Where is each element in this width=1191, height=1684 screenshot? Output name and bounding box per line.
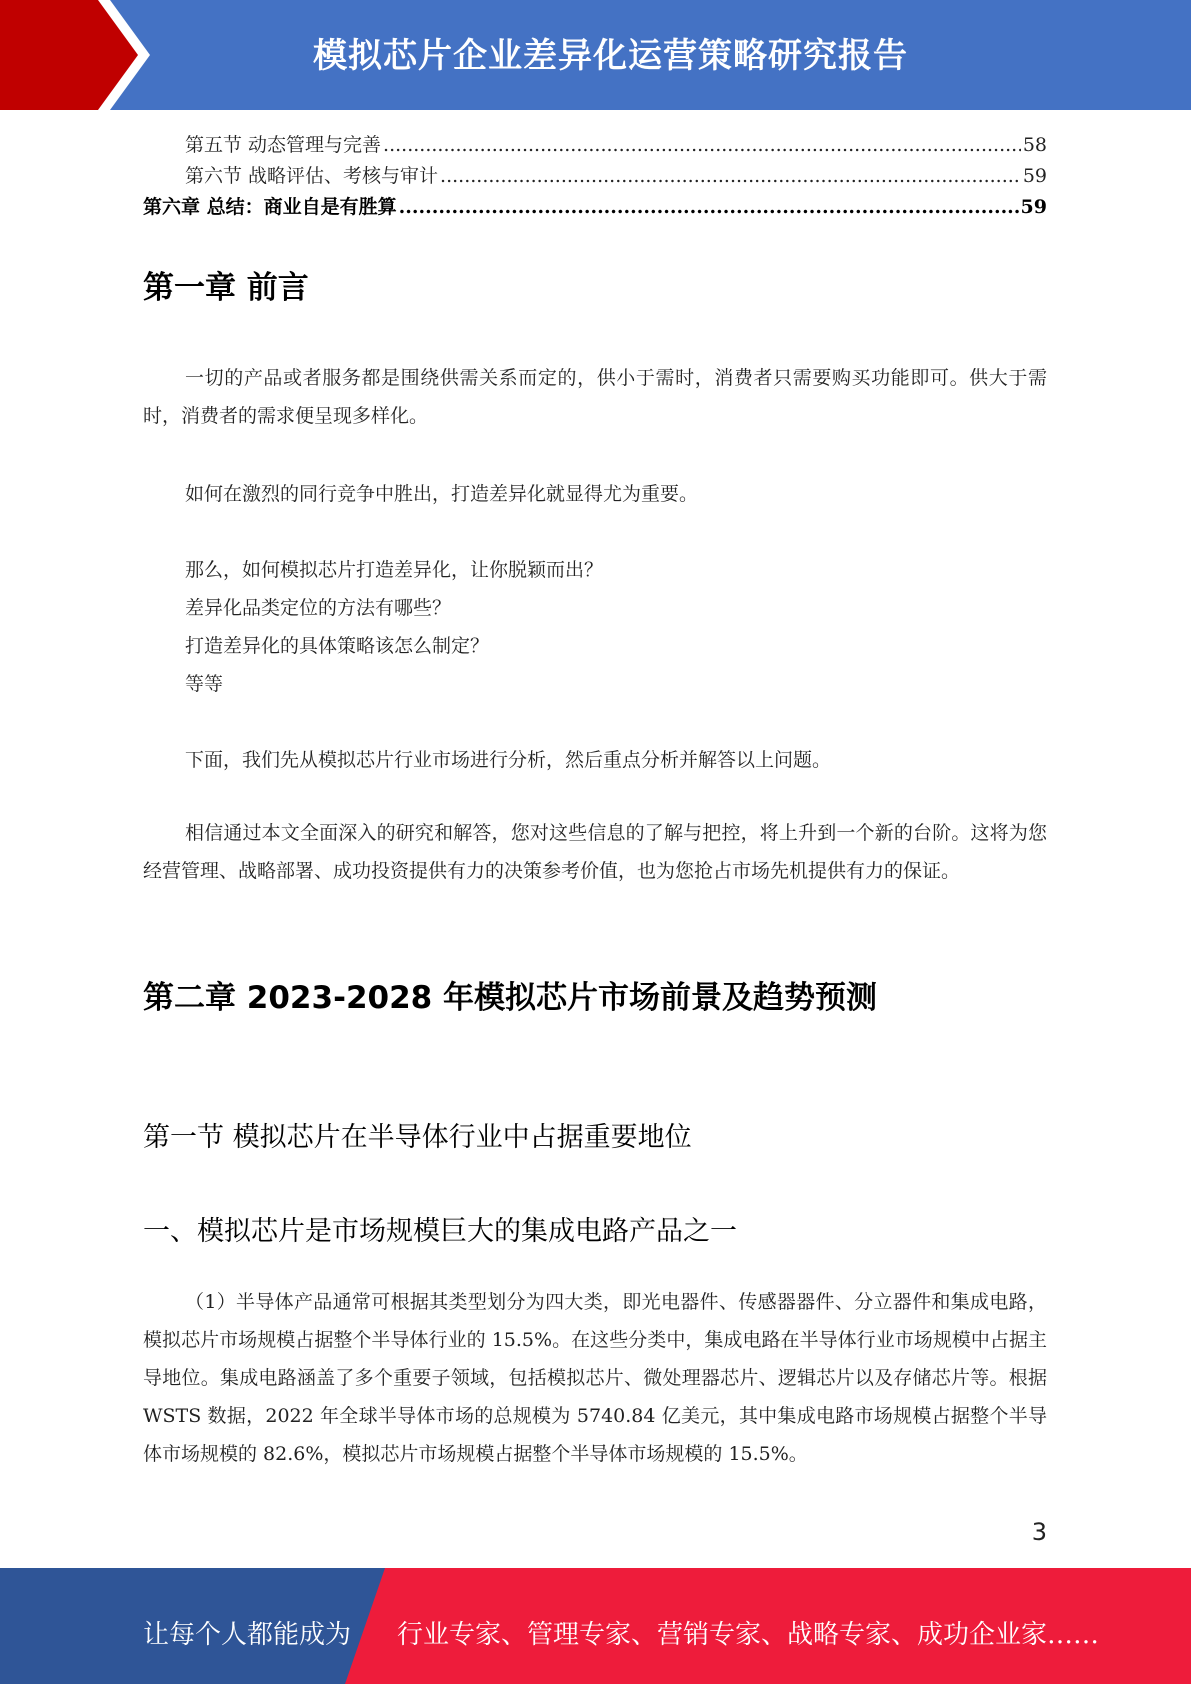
toc-entry-page: 59 bbox=[1022, 165, 1047, 187]
toc-entry-section-6[interactable] bbox=[143, 161, 1047, 192]
toc-leader-dots bbox=[399, 196, 1019, 218]
footer-banner bbox=[0, 1568, 1191, 1684]
toc-entry-page: 59 bbox=[1020, 196, 1047, 218]
header-banner bbox=[0, 0, 1191, 110]
page-number: 3 bbox=[1031, 1518, 1047, 1546]
table-of-contents bbox=[143, 130, 1047, 223]
chapter-2-paragraph-1: （1）半导体产品通常可根据其类型划分为四大类，即光电器件、传感器器件、分立器件和集成电路，模拟芯片市场规模占据整个半导体行业的 15.5%。在这些分类中，集成电路在半导体行业市场规模中占据主导地位。集成电路涵盖了多个重要子领域，包括模拟芯片、微处理器芯片、逻辑芯片以及存储芯片等。根据 WSTS 数据，2022 年全球半导体市场的总规模为 5740.84 亿美元，其中集成电路市场规模占据整个半导体市场规模的 82.6%，模拟芯片市场规模占据整个半导体市场规模的 15.5%。 bbox=[143, 1291, 1047, 1465]
chapter-1-paragraph-1: 一切的产品或者服务都是围绕供需关系而定的，供小于需时，消费者只需要购买功能即可。供大于需时，消费者的需求便呈现多样化。 bbox=[143, 367, 1047, 427]
chapter-1-etc: 等等 bbox=[185, 673, 224, 695]
footer-slogan-right: 行业专家、管理专家、营销专家、战略专家、成功企业家…… bbox=[397, 1620, 1100, 1650]
toc-leader-dots bbox=[440, 165, 1021, 187]
subsection-1-heading: 一、模拟芯片是市场规模巨大的集成电路产品之一 bbox=[143, 1216, 737, 1247]
toc-entry-chapter-6[interactable] bbox=[143, 192, 1047, 223]
toc-entry-label: 第六节 战略评估、考核与审计 bbox=[185, 165, 439, 187]
chapter-1-question-3: 打造差异化的具体策略该怎么制定？ bbox=[185, 635, 490, 657]
chapter-1-heading: 第一章 前言 bbox=[143, 270, 309, 306]
section-1-heading: 第一节 模拟芯片在半导体行业中占据重要地位 bbox=[143, 1122, 692, 1153]
toc-entry-label: 第六章 总结：商业自是有胜算 bbox=[143, 196, 397, 218]
chapter-1-paragraph-3: 下面，我们先从模拟芯片行业市场进行分析，然后重点分析并解答以上问题。 bbox=[185, 749, 832, 771]
toc-entry-section-5[interactable] bbox=[143, 130, 1047, 161]
toc-entry-label: 第五节 动态管理与完善 bbox=[185, 134, 382, 156]
toc-leader-dots bbox=[383, 134, 1021, 156]
report-title: 模拟芯片企业差异化运营策略研究报告 bbox=[313, 36, 908, 76]
chapter-1-paragraph-4: 相信通过本文全面深入的研究和解答，您对这些信息的了解与把控，将上升到一个新的台阶。这将为您经营管理、战略部署、成功投资提供有力的决策参考价值，也为您抢占市场先机提供有力的保证。 bbox=[143, 822, 1047, 882]
chapter-1-paragraph-2: 如何在激烈的同行竞争中胜出，打造差异化就显得尤为重要。 bbox=[185, 483, 699, 505]
chapter-1-question-2: 差异化品类定位的方法有哪些？ bbox=[185, 597, 452, 619]
toc-entry-page: 58 bbox=[1022, 134, 1047, 156]
footer-slogan-left: 让每个人都能成为 bbox=[143, 1620, 352, 1650]
chapter-1-question-1: 那么，如何模拟芯片打造差异化，让你脱颖而出？ bbox=[185, 559, 604, 581]
chapter-2-heading: 第二章 2023-2028 年模拟芯片市场前景及趋势预测 bbox=[143, 980, 878, 1016]
